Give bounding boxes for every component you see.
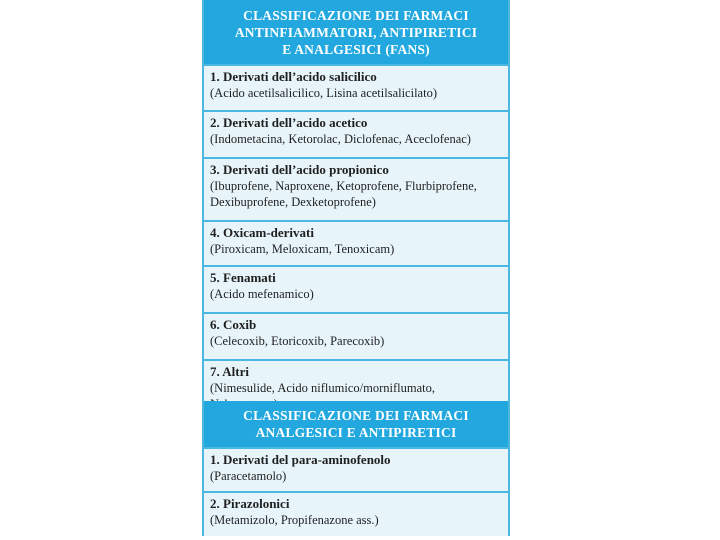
item-desc: (Paracetamolo): [210, 469, 287, 483]
analgesici-header-line: ANALGESICI E ANTIPIRETICI: [255, 425, 457, 440]
item-title: 4. Oxicam-derivati: [210, 225, 314, 240]
fans-header-line: E ANALGESICI (FANS): [282, 41, 430, 57]
item-desc: (Piroxicam, Meloxicam, Tenoxicam): [210, 242, 395, 256]
item-desc: (Celecoxib, Etoricoxib, Parecoxib): [210, 334, 385, 348]
analgesici-item-paraaminofenolo: [204, 447, 508, 491]
fans-item-acetic: [204, 110, 508, 157]
fans-item-salicylic: [204, 64, 508, 110]
item-desc: (Acido mefenamico): [210, 287, 314, 301]
item-title: 1. Derivati dell’acido salicilico: [210, 69, 377, 84]
fans-item-coxib: [204, 312, 508, 359]
item-title: 5. Fenamati: [210, 270, 276, 285]
fans-item-altri: [204, 359, 508, 401]
fans-header-line: ANTINFIAMMATORI, ANTIPIRETICI: [234, 24, 478, 40]
analgesici-header-line: CLASSIFICAZIONE DEI FARMACI: [243, 408, 469, 423]
item-title: 2. Derivati dell’acido acetico: [210, 115, 368, 130]
item-title: 6. Coxib: [210, 317, 257, 332]
item-title: 1. Derivati del para-aminofenolo: [210, 452, 391, 467]
fans-item-oxicam: [204, 220, 508, 265]
analgesici-section-header: [204, 401, 508, 447]
item-title: 2. Pirazolonici: [210, 496, 290, 511]
fans-item-fenamati: [204, 265, 508, 312]
item-desc: (Acido acetilsalicilico, Lisina acetilsalicilato): [210, 86, 437, 100]
fans-header-line: CLASSIFICAZIONE DEI FARMACI: [243, 7, 469, 23]
item-desc: (Indometacina, Ketorolac, Diclofenac, Aceclofenac): [210, 132, 471, 146]
item-title: 7. Altri: [210, 364, 249, 379]
item-title: 3. Derivati dell’acido propionico: [210, 162, 389, 177]
analgesici-item-pirazolonici: [204, 491, 508, 536]
item-desc: (Metamizolo, Propifenazone ass.): [210, 513, 379, 527]
fans-item-propionic: [204, 157, 508, 220]
item-desc: (Nimesulide, Acido niflumico/morniflumato,: [210, 381, 435, 395]
fans-section-header: [204, 0, 508, 64]
classification-table: [202, 0, 510, 536]
item-desc: (Ibuprofene, Naproxene, Ketoprofene, Flurbiprofene, Dexibuprofene, Dexketoprofene): [210, 179, 477, 209]
